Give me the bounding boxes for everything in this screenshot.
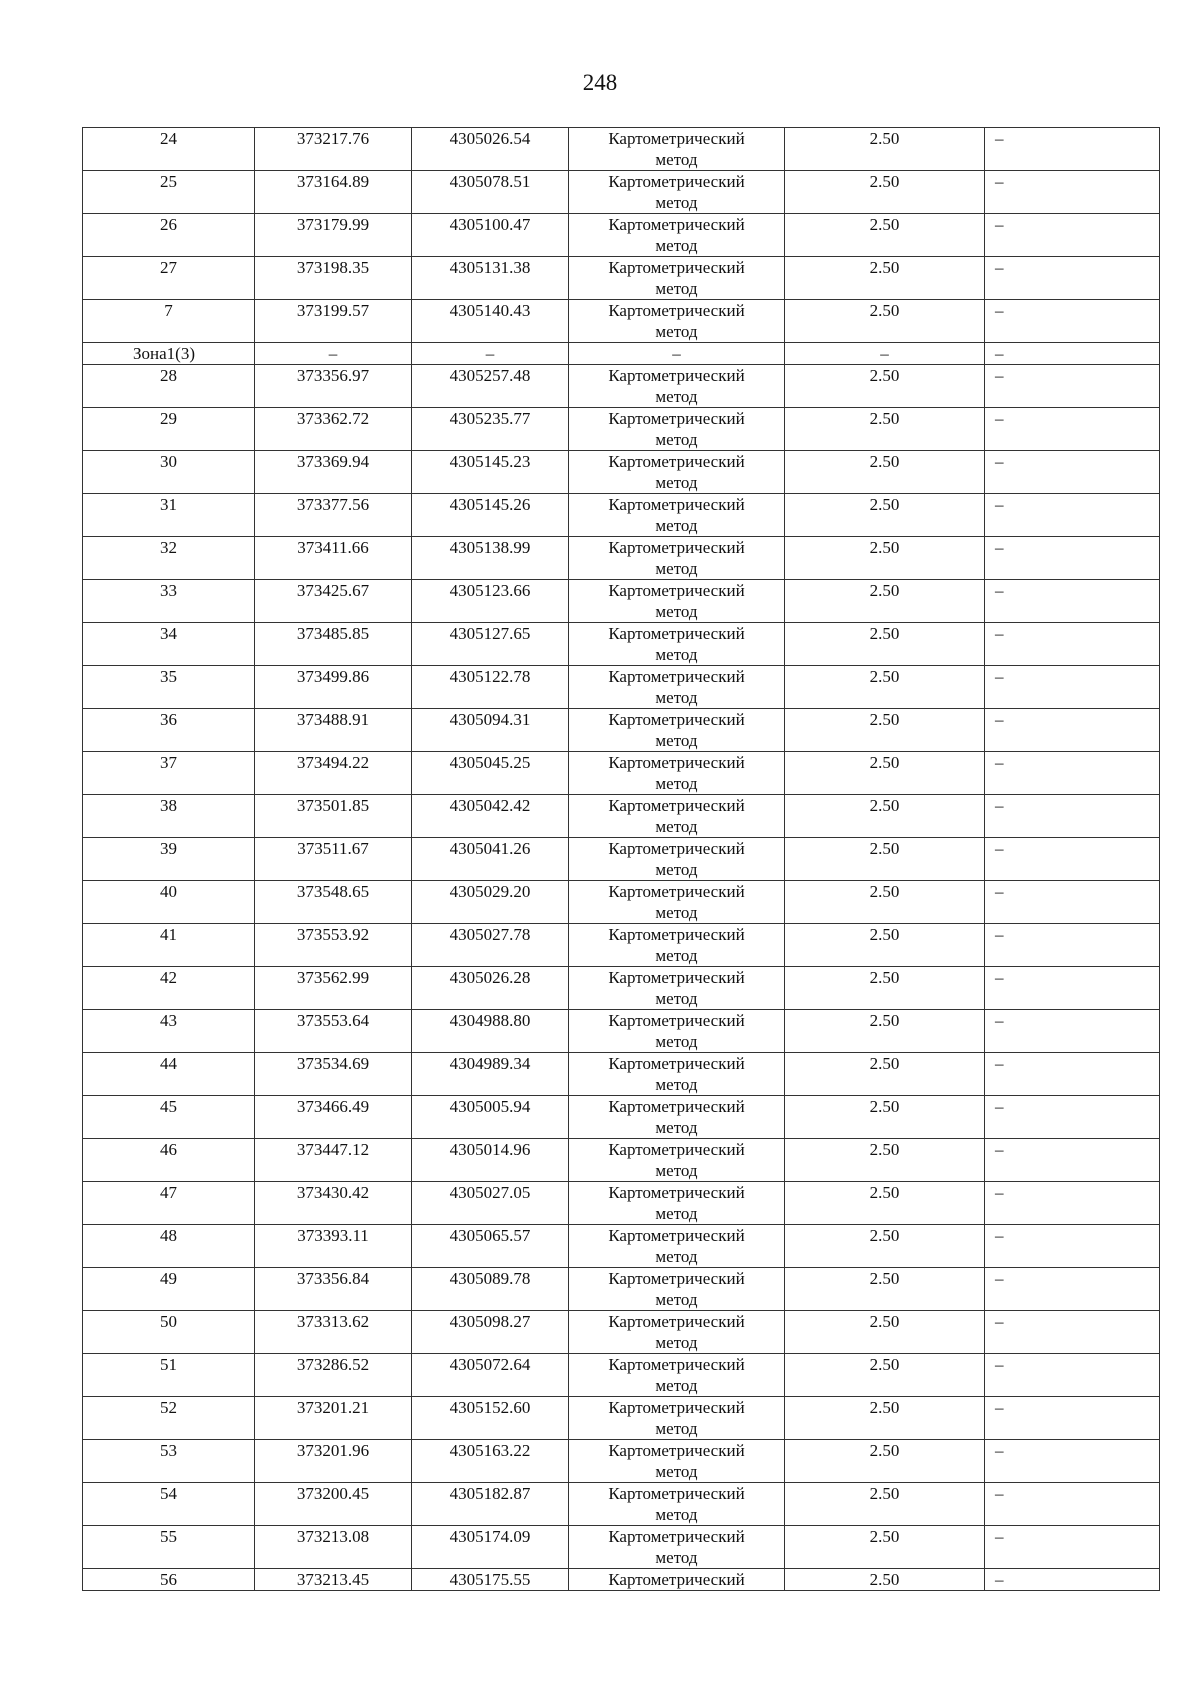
method-cell: Картометрический метод [569,494,785,537]
table-row [83,1096,1160,1139]
accuracy-cell: 2.50 [785,838,985,881]
point-number-cell: 48 [83,1225,255,1268]
accuracy-cell: 2.50 [785,1268,985,1311]
note-cell: – [985,881,1160,924]
note-cell: – [985,709,1160,752]
x-coordinate-cell: 373377.56 [255,494,412,537]
note-cell: – [985,752,1160,795]
accuracy-cell: 2.50 [785,171,985,214]
x-coordinate-cell: 373393.11 [255,1225,412,1268]
accuracy-cell: 2.50 [785,1225,985,1268]
point-number-cell: 40 [83,881,255,924]
x-coordinate-cell: 373164.89 [255,171,412,214]
note-cell: – [985,1354,1160,1397]
y-coordinate-cell: 4305145.26 [412,494,569,537]
method-cell: Картометрический метод [569,1096,785,1139]
table-row [83,881,1160,924]
table-row [83,1526,1160,1569]
point-number-cell: 42 [83,967,255,1010]
accuracy-cell: 2.50 [785,1053,985,1096]
point-number-cell: 25 [83,171,255,214]
note-cell: – [985,365,1160,408]
table-row [83,1010,1160,1053]
table-row [83,171,1160,214]
method-cell: Картометрический метод [569,537,785,580]
accuracy-cell: 2.50 [785,623,985,666]
x-coordinate-cell: 373198.35 [255,257,412,300]
table-row [83,623,1160,666]
y-coordinate-cell: 4305029.20 [412,881,569,924]
point-number-cell: 34 [83,623,255,666]
x-coordinate-cell: 373200.45 [255,1483,412,1526]
table-row [83,1139,1160,1182]
x-coordinate-cell: 373201.21 [255,1397,412,1440]
table-row [83,365,1160,408]
note-cell: – [985,1225,1160,1268]
x-coordinate-cell: 373511.67 [255,838,412,881]
method-cell: Картометрический метод [569,1139,785,1182]
table-row [83,1225,1160,1268]
method-cell: Картометрический метод [569,1268,785,1311]
y-coordinate-cell: 4305065.57 [412,1225,569,1268]
method-cell: Картометрический метод [569,881,785,924]
method-cell: Картометрический метод [569,1483,785,1526]
y-coordinate-cell: 4305027.78 [412,924,569,967]
table-row [83,214,1160,257]
point-number-cell: 47 [83,1182,255,1225]
method-cell: – [569,343,785,365]
table-row [83,1053,1160,1096]
method-cell: Картометрический метод [569,171,785,214]
y-coordinate-cell: 4305140.43 [412,300,569,343]
x-coordinate-cell: 373485.85 [255,623,412,666]
x-coordinate-cell: 373494.22 [255,752,412,795]
point-number-cell: 54 [83,1483,255,1526]
table-row [83,128,1160,171]
x-coordinate-cell: 373553.64 [255,1010,412,1053]
x-coordinate-cell: 373199.57 [255,300,412,343]
table-row [83,1397,1160,1440]
note-cell: – [985,580,1160,623]
y-coordinate-cell: 4305122.78 [412,666,569,709]
accuracy-cell: 2.50 [785,1569,985,1591]
y-coordinate-cell: 4305098.27 [412,1311,569,1354]
x-coordinate-cell: 373499.86 [255,666,412,709]
y-coordinate-cell: 4305152.60 [412,1397,569,1440]
y-coordinate-cell: 4305042.42 [412,795,569,838]
method-cell: Картометрический метод [569,1010,785,1053]
y-coordinate-cell: 4305005.94 [412,1096,569,1139]
note-cell: – [985,214,1160,257]
x-coordinate-cell: 373217.76 [255,128,412,171]
point-number-cell: 7 [83,300,255,343]
method-cell: Картометрический метод [569,623,785,666]
method-cell: Картометрический метод [569,709,785,752]
method-cell: Картометрический метод [569,300,785,343]
note-cell: – [985,1569,1160,1591]
table-row [83,1483,1160,1526]
page-number: 248 [582,70,618,95]
point-number-cell: 36 [83,709,255,752]
note-cell: – [985,1440,1160,1483]
y-coordinate-cell: 4305163.22 [412,1440,569,1483]
accuracy-cell: 2.50 [785,1483,985,1526]
x-coordinate-cell: 373425.67 [255,580,412,623]
y-coordinate-cell: 4305041.26 [412,838,569,881]
note-cell: – [985,967,1160,1010]
x-coordinate-cell: 373447.12 [255,1139,412,1182]
method-cell: Картометрический метод [569,1354,785,1397]
point-number-cell: 29 [83,408,255,451]
method-cell: Картометрический метод [569,1440,785,1483]
point-number-cell: 45 [83,1096,255,1139]
method-cell: Картометрический метод [569,752,785,795]
accuracy-cell: 2.50 [785,967,985,1010]
y-coordinate-cell: 4305175.55 [412,1569,569,1591]
x-coordinate-cell: 373562.99 [255,967,412,1010]
table-row [83,666,1160,709]
point-number-cell: 31 [83,494,255,537]
table-row [83,257,1160,300]
accuracy-cell: 2.50 [785,709,985,752]
table-row [83,924,1160,967]
table-row [83,838,1160,881]
method-cell: Картометрический метод [569,838,785,881]
method-cell: Картометрический метод [569,408,785,451]
accuracy-cell: 2.50 [785,494,985,537]
table-row [83,709,1160,752]
accuracy-cell: 2.50 [785,451,985,494]
x-coordinate-cell: 373411.66 [255,537,412,580]
note-cell: – [985,924,1160,967]
note-cell: – [985,408,1160,451]
note-cell: – [985,300,1160,343]
accuracy-cell: 2.50 [785,1010,985,1053]
x-coordinate-cell: 373430.42 [255,1182,412,1225]
accuracy-cell: 2.50 [785,924,985,967]
note-cell: – [985,1311,1160,1354]
accuracy-cell: 2.50 [785,537,985,580]
point-number-cell: 52 [83,1397,255,1440]
method-cell: Картометрический метод [569,580,785,623]
y-coordinate-cell: – [412,343,569,365]
method-cell: Картометрический метод [569,666,785,709]
x-coordinate-cell: 373201.96 [255,1440,412,1483]
point-number-cell: 32 [83,537,255,580]
y-coordinate-cell: 4305014.96 [412,1139,569,1182]
method-cell: Картометрический [569,1569,785,1591]
x-coordinate-cell: 373179.99 [255,214,412,257]
table-row [83,1440,1160,1483]
y-coordinate-cell: 4305127.65 [412,623,569,666]
note-cell: – [985,1053,1160,1096]
y-coordinate-cell: 4305100.47 [412,214,569,257]
x-coordinate-cell: 373553.92 [255,924,412,967]
table-row [83,1268,1160,1311]
method-cell: Картометрический метод [569,924,785,967]
accuracy-cell: 2.50 [785,580,985,623]
accuracy-cell: 2.50 [785,752,985,795]
point-number-cell: 50 [83,1311,255,1354]
y-coordinate-cell: 4305131.38 [412,257,569,300]
y-coordinate-cell: 4305145.23 [412,451,569,494]
y-coordinate-cell: 4304988.80 [412,1010,569,1053]
accuracy-cell: 2.50 [785,128,985,171]
point-number-cell: 43 [83,1010,255,1053]
accuracy-cell: 2.50 [785,1311,985,1354]
accuracy-cell: 2.50 [785,1526,985,1569]
y-coordinate-cell: 4305026.28 [412,967,569,1010]
note-cell: – [985,451,1160,494]
table-row [83,1569,1160,1591]
x-coordinate-cell: 373213.08 [255,1526,412,1569]
note-cell: – [985,1483,1160,1526]
accuracy-cell: 2.50 [785,1354,985,1397]
method-cell: Картометрический метод [569,365,785,408]
x-coordinate-cell: – [255,343,412,365]
method-cell: Картометрический метод [569,1225,785,1268]
y-coordinate-cell: 4305045.25 [412,752,569,795]
method-cell: Картометрический метод [569,128,785,171]
point-number-cell: 44 [83,1053,255,1096]
x-coordinate-cell: 373501.85 [255,795,412,838]
note-cell: – [985,838,1160,881]
accuracy-cell: 2.50 [785,666,985,709]
point-number-cell: 39 [83,838,255,881]
x-coordinate-cell: 373286.52 [255,1354,412,1397]
method-cell: Картометрический метод [569,1397,785,1440]
table-row [83,537,1160,580]
accuracy-cell: 2.50 [785,365,985,408]
y-coordinate-cell: 4305027.05 [412,1182,569,1225]
point-number-cell: Зона1(3) [83,343,255,365]
note-cell: – [985,1010,1160,1053]
accuracy-cell: 2.50 [785,881,985,924]
y-coordinate-cell: 4305089.78 [412,1268,569,1311]
table-row [83,752,1160,795]
note-cell: – [985,494,1160,537]
y-coordinate-cell: 4305182.87 [412,1483,569,1526]
method-cell: Картометрический метод [569,1311,785,1354]
point-number-cell: 38 [83,795,255,838]
method-cell: Картометрический метод [569,795,785,838]
coordinates-table [82,127,1160,1591]
note-cell: – [985,1397,1160,1440]
y-coordinate-cell: 4305026.54 [412,128,569,171]
y-coordinate-cell: 4305072.64 [412,1354,569,1397]
point-number-cell: 56 [83,1569,255,1591]
y-coordinate-cell: 4305123.66 [412,580,569,623]
accuracy-cell: 2.50 [785,300,985,343]
table-row [83,967,1160,1010]
y-coordinate-cell: 4305235.77 [412,408,569,451]
method-cell: Картометрический метод [569,1053,785,1096]
x-coordinate-cell: 373356.97 [255,365,412,408]
table-row [83,580,1160,623]
accuracy-cell: 2.50 [785,1096,985,1139]
table-row [83,300,1160,343]
y-coordinate-cell: 4305174.09 [412,1526,569,1569]
accuracy-cell: 2.50 [785,1182,985,1225]
accuracy-cell: 2.50 [785,1139,985,1182]
accuracy-cell: 2.50 [785,795,985,838]
x-coordinate-cell: 373369.94 [255,451,412,494]
accuracy-cell: 2.50 [785,214,985,257]
y-coordinate-cell: 4304989.34 [412,1053,569,1096]
note-cell: – [985,1096,1160,1139]
table-row [83,1311,1160,1354]
accuracy-cell: 2.50 [785,257,985,300]
note-cell: – [985,128,1160,171]
point-number-cell: 28 [83,365,255,408]
table-row [83,494,1160,537]
method-cell: Картометрический метод [569,1526,785,1569]
point-number-cell: 49 [83,1268,255,1311]
note-cell: – [985,171,1160,214]
y-coordinate-cell: 4305078.51 [412,171,569,214]
note-cell: – [985,343,1160,365]
point-number-cell: 53 [83,1440,255,1483]
x-coordinate-cell: 373362.72 [255,408,412,451]
note-cell: – [985,1526,1160,1569]
y-coordinate-cell: 4305138.99 [412,537,569,580]
method-cell: Картометрический метод [569,214,785,257]
x-coordinate-cell: 373466.49 [255,1096,412,1139]
x-coordinate-cell: 373488.91 [255,709,412,752]
point-number-cell: 55 [83,1526,255,1569]
note-cell: – [985,666,1160,709]
x-coordinate-cell: 373356.84 [255,1268,412,1311]
accuracy-cell: – [785,343,985,365]
accuracy-cell: 2.50 [785,408,985,451]
method-cell: Картометрический метод [569,257,785,300]
table-row [83,1182,1160,1225]
x-coordinate-cell: 373213.45 [255,1569,412,1591]
method-cell: Картометрический метод [569,1182,785,1225]
point-number-cell: 26 [83,214,255,257]
note-cell: – [985,1268,1160,1311]
table-row [83,1354,1160,1397]
y-coordinate-cell: 4305094.31 [412,709,569,752]
note-cell: – [985,795,1160,838]
table-row [83,795,1160,838]
method-cell: Картометрический метод [569,451,785,494]
method-cell: Картометрический метод [569,967,785,1010]
point-number-cell: 41 [83,924,255,967]
note-cell: – [985,1139,1160,1182]
note-cell: – [985,257,1160,300]
x-coordinate-cell: 373548.65 [255,881,412,924]
x-coordinate-cell: 373534.69 [255,1053,412,1096]
coordinates-table-body [83,128,1160,1591]
note-cell: – [985,537,1160,580]
point-number-cell: 37 [83,752,255,795]
point-number-cell: 35 [83,666,255,709]
zone-header-row [83,343,1160,365]
point-number-cell: 30 [83,451,255,494]
point-number-cell: 33 [83,580,255,623]
table-row [83,408,1160,451]
note-cell: – [985,1182,1160,1225]
table-row [83,451,1160,494]
point-number-cell: 27 [83,257,255,300]
point-number-cell: 24 [83,128,255,171]
x-coordinate-cell: 373313.62 [255,1311,412,1354]
point-number-cell: 46 [83,1139,255,1182]
note-cell: – [985,623,1160,666]
accuracy-cell: 2.50 [785,1397,985,1440]
accuracy-cell: 2.50 [785,1440,985,1483]
y-coordinate-cell: 4305257.48 [412,365,569,408]
point-number-cell: 51 [83,1354,255,1397]
